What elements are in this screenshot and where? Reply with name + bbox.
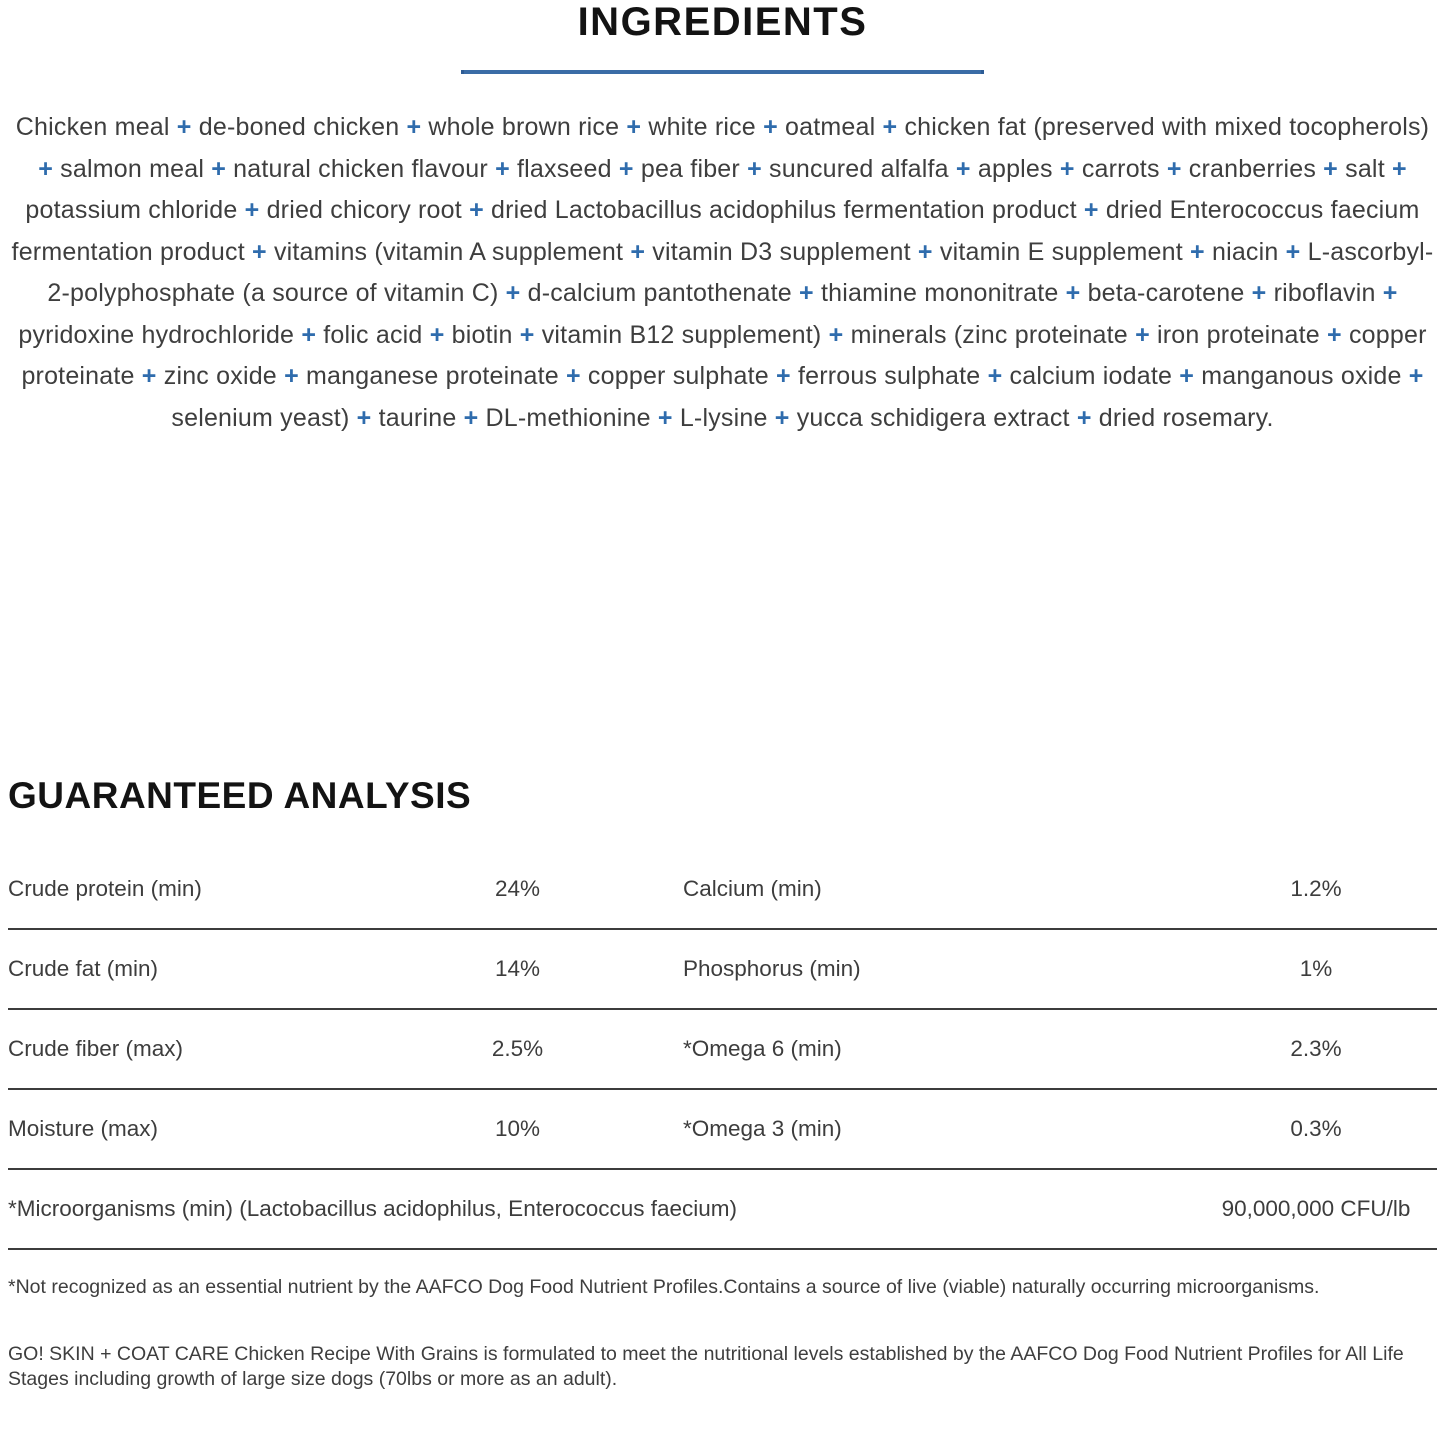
plus-separator-icon: + [955,154,971,183]
ingredients-title: INGREDIENTS [577,0,868,44]
plus-separator-icon: + [252,237,267,266]
plus-separator-icon: + [1065,279,1081,307]
plus-separator-icon: + [505,279,521,307]
plus-separator-icon: + [141,362,157,390]
plus-separator-icon: + [565,362,581,390]
analysis-row-fiber-omega6 [8,1010,1437,1090]
plus-separator-icon: + [469,196,484,224]
plus-separator-icon: + [828,320,844,349]
plus-separator-icon: + [987,362,1003,390]
ingredients-section [8,0,1437,439]
analysis-row-moisture-omega3 [8,1090,1437,1170]
plus-separator-icon: + [775,362,791,390]
plus-separator-icon: + [1179,362,1195,390]
plus-separator-icon: + [301,320,317,349]
plus-separator-icon: + [618,154,634,183]
plus-separator-icon: + [1327,320,1342,349]
guaranteed-analysis-table [8,850,1437,1250]
analysis-value: 10% [494,1116,541,1141]
plus-separator-icon: + [1323,154,1338,183]
analysis-value: 14% [494,956,541,981]
analysis-value: 90,000,000 CFU/lb [1221,1196,1411,1221]
guaranteed-analysis-section [8,777,1437,1250]
analysis-label: Calcium (min) [683,876,822,901]
plus-separator-icon: + [1135,320,1150,349]
plus-separator-icon: + [1408,362,1424,390]
analysis-row-microorganisms [8,1170,1437,1250]
plus-separator-icon: + [244,196,260,224]
plus-separator-icon: + [1391,154,1407,183]
plus-separator-icon: + [626,113,642,141]
plus-separator-icon: + [519,320,535,349]
plus-separator-icon: + [284,362,299,390]
analysis-value: 24% [494,876,541,901]
plus-separator-icon: + [1076,403,1092,432]
analysis-label: Crude fat (min) [8,956,159,981]
plus-separator-icon: + [38,154,53,183]
plus-separator-icon: + [882,113,898,141]
plus-separator-icon: + [1251,279,1267,307]
analysis-label: Crude fiber (max) [8,1036,184,1061]
analysis-row-protein-calcium [8,850,1437,930]
plus-separator-icon: + [176,113,192,141]
plus-separator-icon: + [463,403,479,432]
plus-separator-icon: + [1083,196,1099,224]
analysis-row-fat-phosphorus [8,930,1437,1010]
plus-separator-icon: + [1285,237,1301,266]
plus-separator-icon: + [917,237,933,266]
analysis-label: Moisture (max) [8,1116,159,1141]
plus-separator-icon: + [1190,237,1205,266]
plus-separator-icon: + [356,403,372,432]
plus-separator-icon: + [774,403,790,432]
aafco-statement: GO! SKIN + COAT CARE Chicken Recipe With Grains is formulated to meet the nutritional levels established by the AAFCO Dog Food Nutrient Profiles for All Life Stages including growth of large size dogs (70lbs or more as an adult). [8,1343,1404,1390]
plus-separator-icon: + [495,154,510,183]
plus-separator-icon: + [429,320,445,349]
plus-separator-icon: + [747,154,762,183]
analysis-label: *Omega 3 (min) [683,1116,842,1141]
analysis-value: 2.3% [1290,1036,1342,1061]
analysis-value: 1.2% [1290,876,1342,901]
ingredients-text: Chicken meal + de-boned chicken + whole brown rice + white rice + oatmeal + chicken fat (preserved with mixed tocopherols) + salmon meal + natural chicken flavour + flaxseed + pea fiber + suncured alfalfa + apples + carrots + cranberries + salt + potassium chloride + dried chicory root + dried Lactobacillus acidophilus fermentation product + dried Enterococcus faecium fermentation product + vitamins (vitamin A supplement + vitamin D3 supplement + vitamin E supplement + niacin + L-ascorbyl-2-polyphosphate (a source of vitamin C) + d-calcium pantothenate + thiamine mononitrate + beta-carotene + riboflavin + pyridoxine hydrochloride + folic acid + biotin + vitamin B12 supplement) + minerals (zinc proteinate + iron proteinate + copper proteinate + zinc oxide + manganese proteinate + copper sulphate + ferrous sulphate + calcium iodate + manganous oxide + selenium yeast) + taurine + DL-methionine + L-lysine + yucca schidigera extract + dried rosemary. [11,113,1434,432]
plus-separator-icon: + [1166,154,1182,183]
plus-separator-icon: + [799,279,814,307]
plus-separator-icon: + [763,113,778,141]
analysis-value: 0.3% [1290,1116,1342,1141]
analysis-label: *Omega 6 (min) [683,1036,842,1061]
ingredients-accent-rule [461,70,984,74]
asterisk-footnote: *Not recognized as an essential nutrient by the AAFCO Dog Food Nutrient Profiles.Contains a source of live (viable) naturally occurring microorganisms. [8,1276,1320,1298]
analysis-label: *Microorganisms (min) (Lactobacillus acidophilus, Enterococcus faecium) [8,1196,738,1221]
plus-separator-icon: + [657,403,673,432]
analysis-value: 1% [1299,956,1333,981]
plus-separator-icon: + [630,237,646,266]
analysis-label: Phosphorus (min) [683,956,861,981]
analysis-label: Crude protein (min) [8,876,202,901]
plus-separator-icon: + [1059,154,1075,183]
plus-separator-icon: + [211,154,227,183]
analysis-value: 2.5% [491,1036,544,1061]
plus-separator-icon: + [406,113,422,141]
guaranteed-analysis-title: GUARANTEED ANALYSIS [8,775,472,816]
plus-separator-icon: + [1382,279,1398,307]
